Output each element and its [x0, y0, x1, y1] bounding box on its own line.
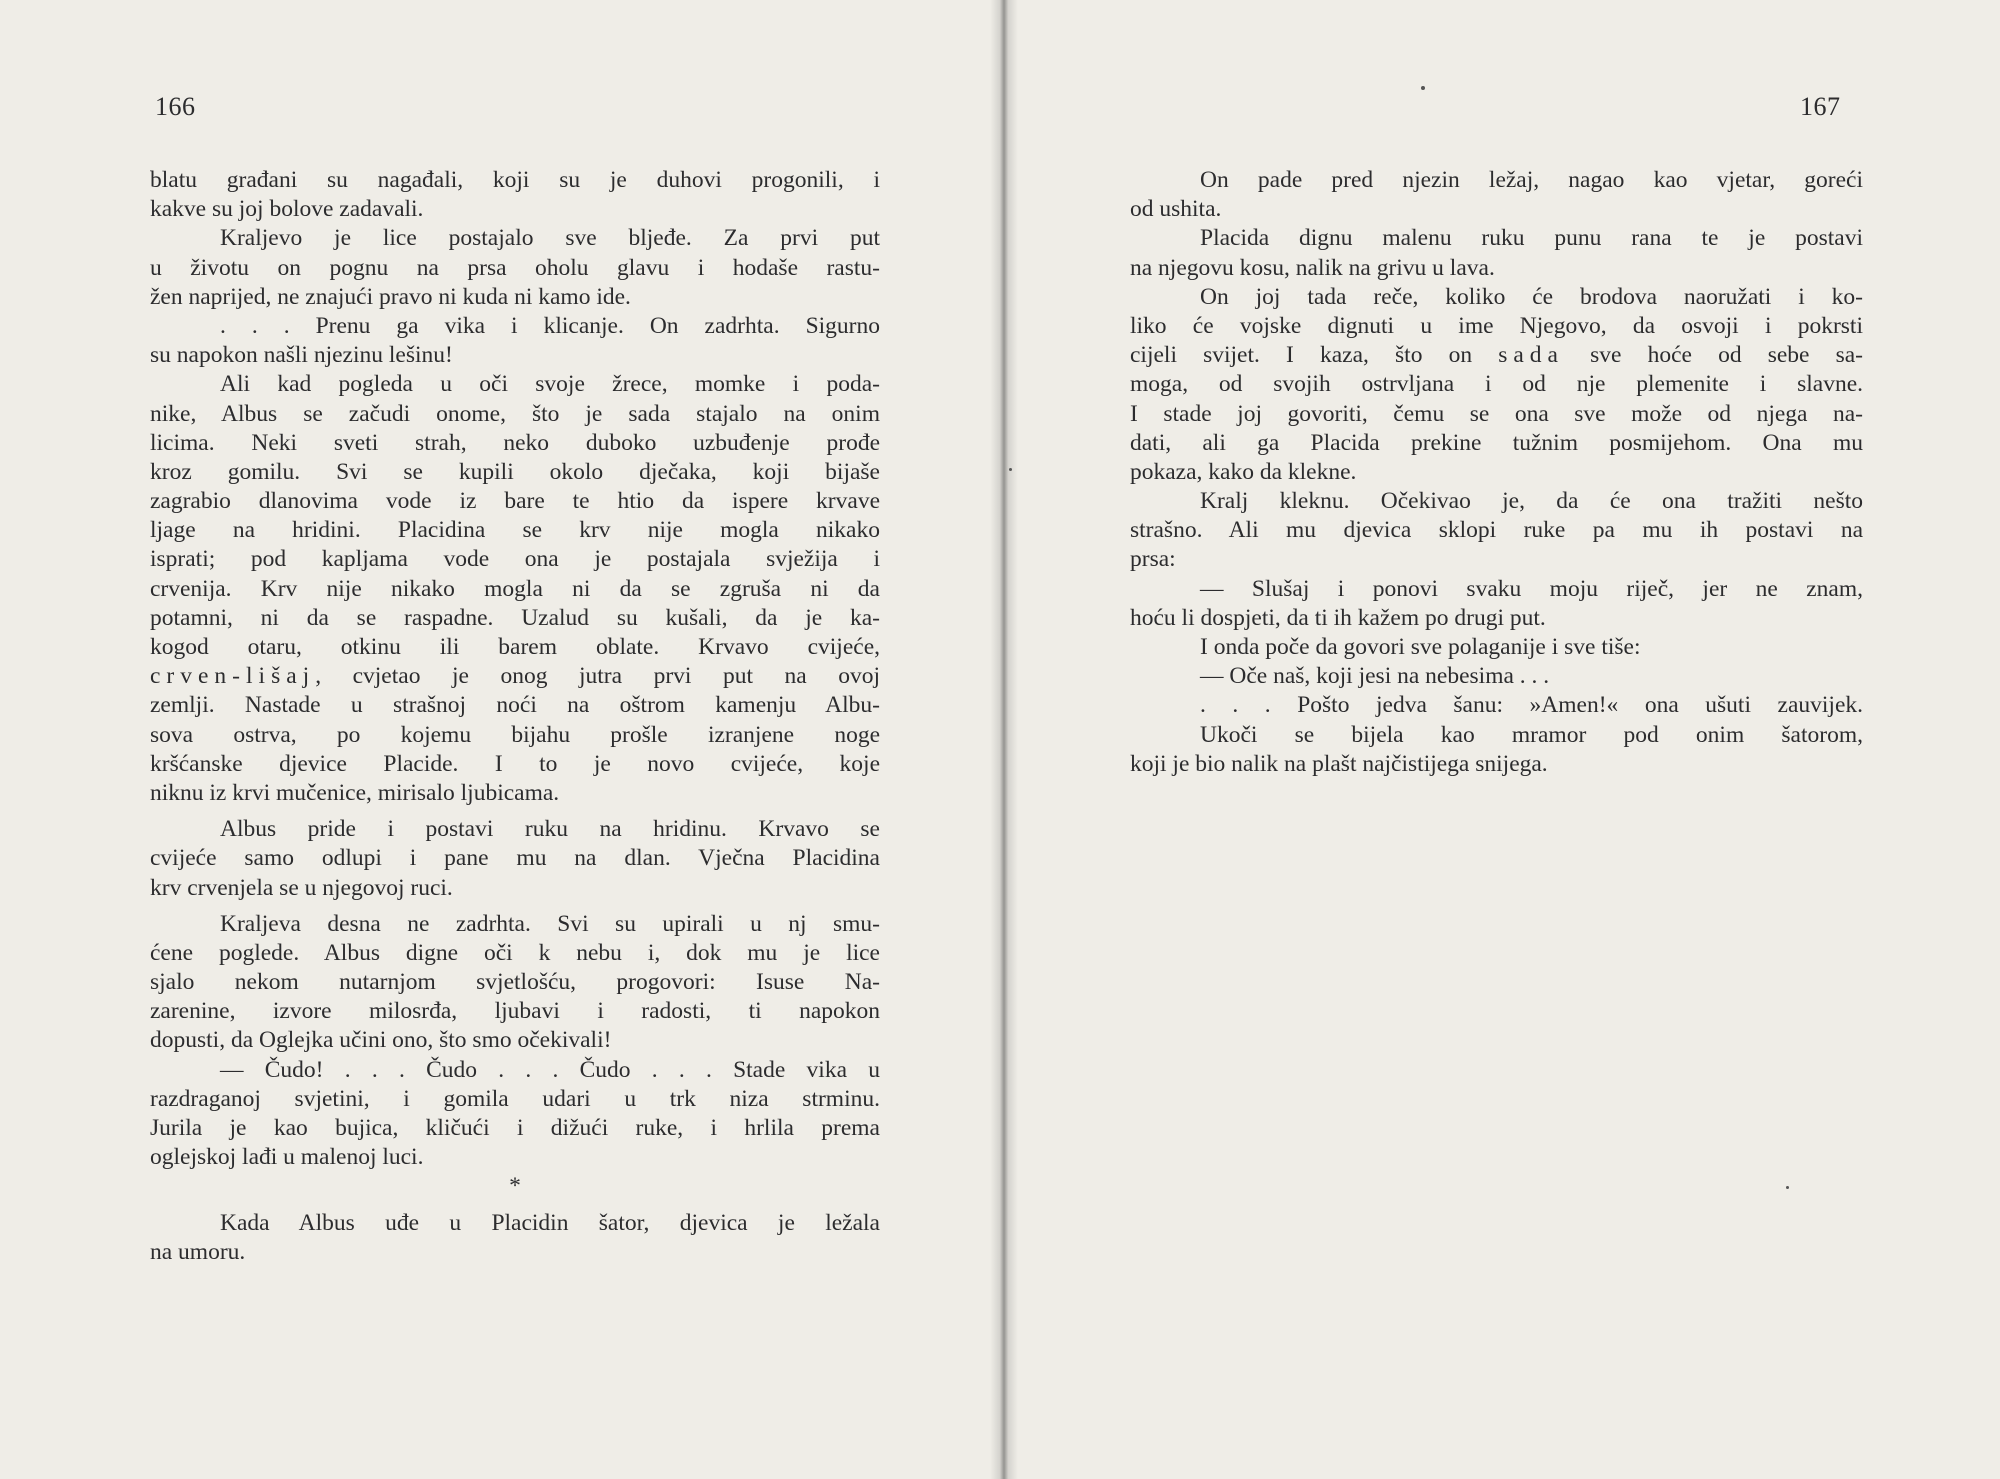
text-line: cvijeće samo odlupi i pane mu na dlan. Vječna Placidina	[150, 845, 880, 872]
text-line: prsa:	[1130, 546, 1176, 573]
text-line: oglejskoj lađi u malenoj luci.	[150, 1144, 424, 1171]
text-line: na umoru.	[150, 1238, 246, 1265]
text-line: kogod otaru, otkinu ili barem oblate. Krvavo cvijeće,	[150, 634, 880, 660]
text-line: hoću li dospjeti, da ti ih kažem po drugi put.	[1130, 604, 1546, 631]
text-line: zemlji. Nastade u strašnoj noći na oštrom kamenju Albu-	[150, 692, 880, 719]
text-line: Kada Albus uđe u Placidin šator, djevica je ležala	[220, 1209, 880, 1236]
text-line: — Oče naš, koji jesi na nebesima . . .	[1200, 663, 1550, 690]
book-gutter	[990, 0, 1018, 1479]
text-line: Kraljeva desna ne zadrhta. Svi su upirali u nj smu-	[220, 910, 880, 937]
text-line: dati, ali ga Placida prekine tužnim posmijehom. Ona mu	[1130, 429, 1863, 456]
print-speck	[1421, 86, 1425, 90]
text-line: razdraganoj svjetini, i gomila udari u trk niza strminu.	[150, 1085, 880, 1112]
text-line: krv crvenjela se u njegovoj ruci.	[150, 874, 453, 901]
text-line: — Slušaj i ponovi svaku moju riječ, jer ne znam,	[1200, 575, 1863, 602]
text-line: licima. Neki sveti strah, neko duboko uzbuđenje prođe	[150, 429, 880, 456]
text-line: crvenija. Krv nije nikako mogla ni da se zgruša ni da	[150, 575, 880, 602]
text-line: Jurila je kao bujica, kličući i dižući ruke, i hrlila prema	[150, 1115, 880, 1141]
right-page	[1008, 0, 2000, 1479]
text-line: crven-lišaj, cvjetao je onog jutra prvi put na ovoj	[150, 663, 880, 690]
text-line: zagrabio dlanovima vode iz bare te htio da ispere krvave	[150, 488, 880, 515]
text-line: žen naprijed, ne znajući pravo ni kuda ni kamo ide.	[150, 283, 631, 310]
print-speck	[1009, 468, 1012, 471]
text-line: zarenine, izvore milosrđa, ljubavi i radosti, ti napokon	[150, 998, 880, 1025]
text-line: sova ostrva, po kojemu bijahu prošle izranjene noge	[150, 721, 880, 748]
text-line: na njegovu kosu, nalik na grivu u lava.	[1130, 254, 1495, 281]
print-speck	[1786, 1186, 1789, 1189]
text-line: isprati; pod kapljama vode ona je postajala svježija i	[150, 546, 880, 573]
text-line: Albus pride i postavi ruku na hridinu. Krvavo se	[220, 816, 880, 843]
text-line: sjalo nekom nutarnjom svjetlošću, progovori: Isuse Na-	[150, 969, 880, 996]
text-line: liko će vojske dignuti u ime Njegovo, da osvoji i pokrsti	[1130, 312, 1863, 339]
text-line: dopusti, da Oglejka učini ono, što smo očekivali!	[150, 1027, 612, 1054]
emphasized-word: crven-lišaj	[150, 663, 316, 690]
text-line: *	[509, 1173, 521, 1200]
text-line: u životu on pognu na prsa oholu glavu i hodaše rastu-	[150, 254, 880, 281]
text-line: kroz gomilu. Svi se kupili okolo dječaka, koji bijaše	[150, 458, 880, 485]
text-line: . . . Prenu ga vika i klicanje. On zadrhta. Sigurno	[220, 312, 880, 339]
text-line: On joj tada reče, koliko će brodova naoružati i ko-	[1200, 283, 1863, 310]
text-line: od ushita.	[1130, 196, 1222, 223]
text-line: Placida dignu malenu ruku punu rana te je postavi	[1200, 225, 1863, 252]
right-page-text	[1130, 166, 1863, 779]
text-line: su napokon našli njezinu lešinu!	[150, 342, 453, 369]
text-line: I onda poče da govori sve polaganije i sve tiše:	[1200, 634, 1641, 660]
text-line: Kralj kleknu. Očekivao je, da će ona tražiti nešto	[1200, 488, 1863, 515]
text-line: cijeli svijet. I kaza, što on sada sve hoće od sebe sa-	[1130, 342, 1863, 369]
text-line: kakve su joj bolove zadavali.	[150, 196, 424, 223]
text-line: blatu građani su nagađali, koji su je duhovi progonili, i	[150, 167, 880, 193]
left-page-text	[150, 166, 880, 1267]
text-line: moga, od svojih ostrvljana i od nje plemenite i slavne.	[1130, 371, 1863, 398]
text-line: niknu iz krvi mučenice, mirisalo ljubicama.	[150, 779, 560, 806]
text-line: Kraljevo je lice postajalo sve bljeđe. Za prvi put	[220, 225, 880, 252]
text-line: nike, Albus se začudi onome, što je sada stajalo na onim	[150, 400, 880, 427]
text-line: strašno. Ali mu djevica sklopi ruke pa mu ih postavi na	[1130, 517, 1863, 544]
text-line: potamni, ni da se raspadne. Uzalud su kušali, da je ka-	[150, 604, 880, 631]
text-line: koji je bio nalik na plašt najčistijega snijega.	[1130, 750, 1548, 777]
text-line: I stade joj govoriti, čemu se ona sve može od njega na-	[1130, 400, 1863, 427]
text-line: kršćanske djevice Placide. I to je novo cvijeće, koje	[150, 750, 880, 777]
text-line: Ali kad pogleda u oči svoje žrece, momke i poda-	[220, 371, 880, 398]
page-number-left: 166	[155, 92, 196, 121]
text-line: Ukoči se bijela kao mramor pod onim šatorom,	[1200, 721, 1863, 748]
text-line: . . . Pošto jedva šanu: »Amen!« ona ušuti zauvijek.	[1200, 692, 1863, 719]
page-number-right: 167	[1800, 92, 1841, 121]
text-line: pokaza, kako da klekne.	[1130, 458, 1357, 485]
text-line: ljage na hridini. Placidina se krv nije mogla nikako	[150, 517, 880, 544]
emphasized-word: sada	[1498, 342, 1564, 369]
text-line: — Čudo! . . . Čudo . . . Čudo . . . Stade vika u	[220, 1056, 880, 1083]
text-line: On pade pred njezin ležaj, nagao kao vjetar, goreći	[1200, 167, 1863, 193]
text-line: ćene poglede. Albus digne oči k nebu i, dok mu je lice	[150, 939, 880, 966]
